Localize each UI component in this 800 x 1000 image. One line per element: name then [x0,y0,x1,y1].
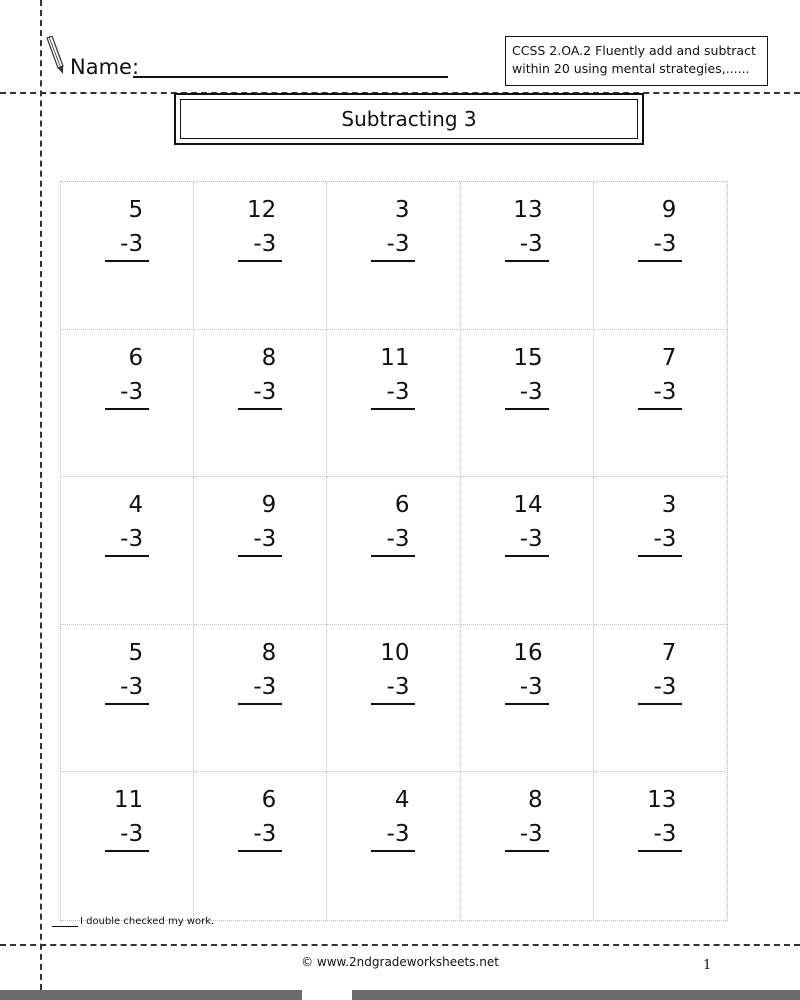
problem-cell[interactable] [327,625,460,773]
subtrahend: -3 [371,671,415,705]
subtraction-problem [505,782,549,852]
subtrahend: -3 [105,671,149,705]
standard-line-2: within 20 using mental strategies,...... [512,61,750,76]
subtraction-problem [105,340,149,410]
subtrahend: -3 [638,671,682,705]
problem-cell[interactable] [61,330,194,478]
subtrahend: -3 [371,818,415,852]
horizontal-guide-line-bottom [0,944,800,946]
standard-box [505,36,768,86]
subtraction-problem [371,635,415,705]
subtraction-problem [505,635,549,705]
subtraction-problem [371,192,415,262]
subtraction-problem [105,192,149,262]
problem-cell[interactable] [61,182,194,330]
minuend: 13 [513,197,543,223]
minuend: 12 [247,197,277,223]
problem-cell[interactable] [194,772,327,920]
vertical-guide-line [40,0,42,1000]
minuend: 9 [661,197,677,223]
minuend: 11 [113,787,144,814]
minuend: 16 [513,639,543,666]
subtrahend: -3 [371,376,415,410]
minuend: 8 [261,344,277,371]
problem-cell[interactable] [594,182,727,330]
subtrahend: -3 [105,228,149,262]
pencil-icon [44,36,66,76]
subtraction-problem [638,782,682,852]
subtraction-problem [238,192,282,262]
problem-cell[interactable] [327,477,460,625]
subtrahend: -3 [238,671,282,705]
subtrahend: -3 [505,228,549,262]
minuend: 8 [261,639,277,666]
subtrahend: -3 [105,376,149,410]
subtrahend: -3 [371,523,415,557]
minuend: 5 [128,639,144,666]
subtrahend: -3 [238,376,282,410]
page-number: 1 [703,958,712,973]
subtrahend: -3 [505,671,549,705]
subtrahend: -3 [505,818,549,852]
subtraction-problem [105,635,149,705]
subtraction-problem [505,192,549,262]
subtraction-problem [105,782,149,852]
standard-line-1: CCSS 2.OA.2 Fluently add and subtract [512,43,756,58]
minuend: 7 [661,639,677,666]
problem-cell[interactable] [461,330,594,478]
minuend: 13 [647,787,677,814]
minuend: 6 [394,492,410,519]
minuend: 4 [394,787,410,814]
subtraction-problem [105,487,149,557]
subtraction-problem [371,487,415,557]
copyright-text: © www.2ndgradeworksheets.net [301,955,499,969]
problem-cell[interactable] [194,182,327,330]
subtrahend: -3 [238,228,282,262]
problem-cell[interactable] [594,330,727,478]
subtraction-problem [505,340,549,410]
minuend: 8 [528,787,543,814]
subtraction-problem [238,782,282,852]
title-box [174,93,644,145]
problem-cell[interactable] [594,772,727,920]
problem-cell[interactable] [61,772,194,920]
subtrahend: -3 [638,818,682,852]
minuend: 10 [380,639,410,666]
bottom-bar [0,990,800,1000]
subtrahend: -3 [105,818,149,852]
subtraction-problem [371,340,415,410]
subtrahend: -3 [238,818,282,852]
minuend: 4 [128,492,144,519]
minuend: 7 [661,344,677,371]
subtrahend: -3 [638,376,682,410]
problem-cell[interactable] [594,625,727,773]
subtrahend: -3 [238,523,282,557]
problem-grid [60,181,728,921]
minuend: 6 [128,344,144,371]
problem-cell[interactable] [194,625,327,773]
minuend: 9 [261,492,277,519]
subtraction-problem [238,340,282,410]
problem-cell[interactable] [594,477,727,625]
problem-cell[interactable] [327,182,460,330]
problem-cell[interactable] [461,182,594,330]
problem-cell[interactable] [61,477,194,625]
minuend: 3 [661,492,677,519]
subtraction-problem [371,782,415,852]
problem-cell[interactable] [194,477,327,625]
problem-cell[interactable] [461,772,594,920]
problem-cell[interactable] [461,625,594,773]
subtraction-problem [238,487,282,557]
checked-blank[interactable] [52,926,78,927]
problem-cell[interactable] [327,772,460,920]
minuend: 5 [128,197,144,223]
minuend: 11 [380,344,410,371]
problem-cell[interactable] [61,625,194,773]
subtraction-problem [638,192,682,262]
minuend: 14 [513,492,543,519]
subtrahend: -3 [105,523,149,557]
subtrahend: -3 [638,228,682,262]
problem-cell[interactable] [327,330,460,478]
checked-text: I double checked my work. [80,916,215,927]
minuend: 15 [513,344,543,371]
problem-cell[interactable] [461,477,594,625]
name-field-line[interactable] [133,76,448,78]
subtraction-problem [638,487,682,557]
subtrahend: -3 [505,376,549,410]
problem-cell[interactable] [194,330,327,478]
minuend: 6 [261,787,277,814]
page-title: Subtracting 3 [180,99,638,139]
bottom-bar-gap [302,990,352,1000]
subtrahend: -3 [371,228,415,262]
minuend: 3 [394,197,410,223]
subtraction-problem [238,635,282,705]
subtrahend: -3 [505,523,549,557]
subtraction-problem [638,635,682,705]
name-label: Name: [70,55,140,79]
subtraction-problem [638,340,682,410]
subtraction-problem [505,487,549,557]
subtrahend: -3 [638,523,682,557]
